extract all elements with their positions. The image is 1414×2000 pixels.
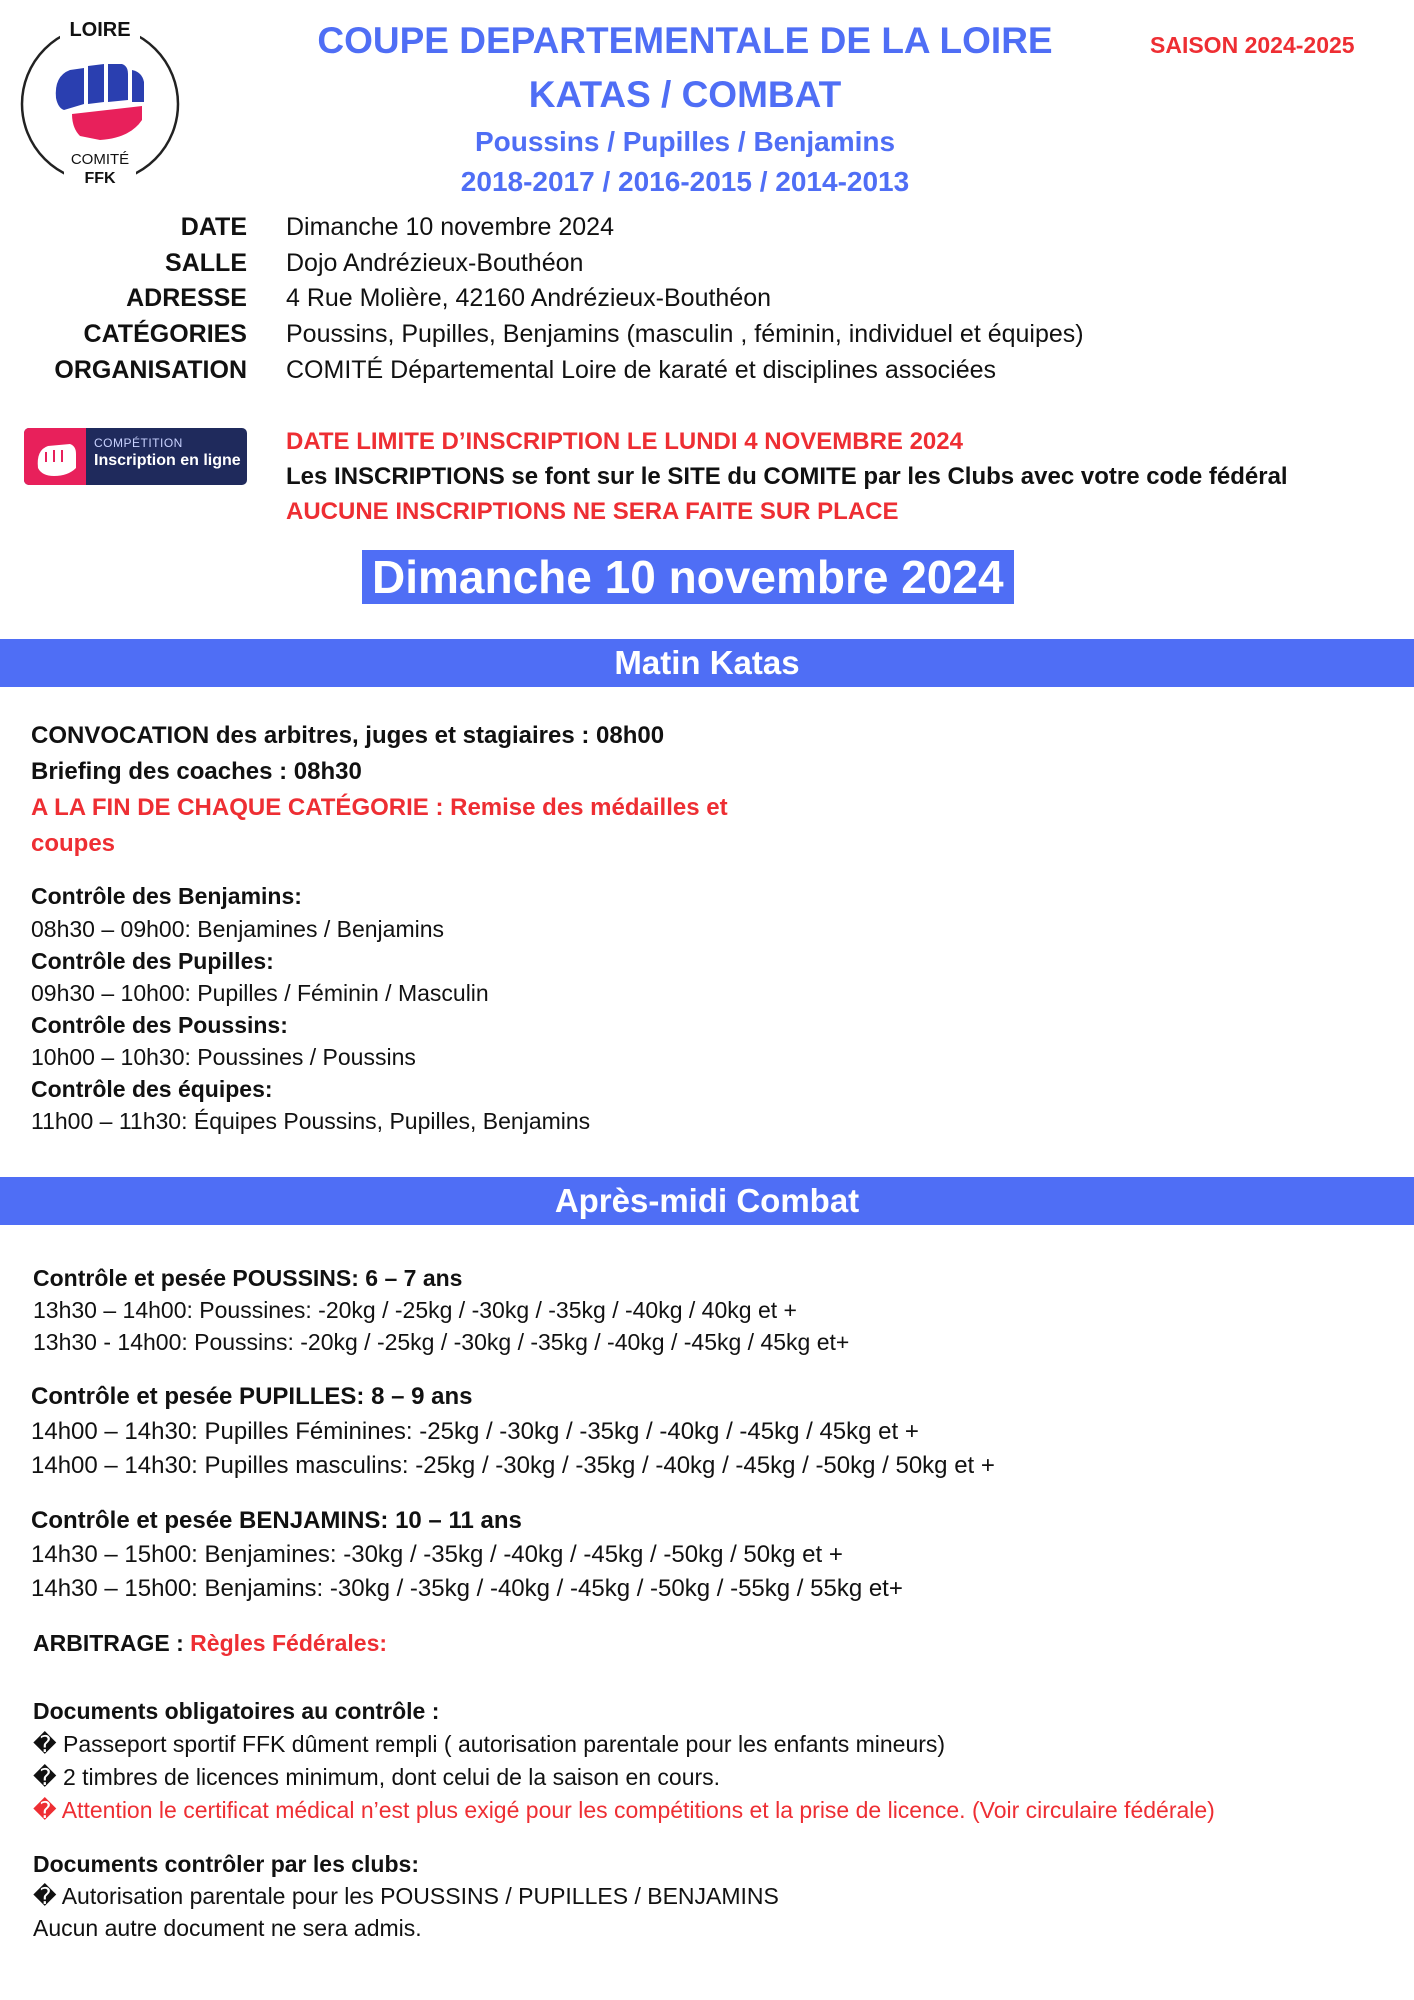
info-value-adresse: 4 Rue Molière, 42160 Andrézieux-Bouthéon bbox=[286, 284, 772, 312]
weighin-line: 13h30 - 14h00: Poussins: -20kg / -25kg / -30kg / -35kg / -40kg / -45kg / 45kg et+ bbox=[33, 1329, 850, 1355]
weighin-title: Contrôle et pesée BENJAMINS: 10 – 11 ans bbox=[31, 1507, 522, 1534]
categories-line: Poussins / Pupilles / Benjamins bbox=[474, 126, 896, 157]
doc-item: � Passeport sportif FFK dûment rempli ( autorisation parentale pour les enfants mineurs) bbox=[33, 1731, 946, 1757]
registration-deadline: DATE LIMITE D’INSCRIPTION LE LUNDI 4 NOVEMBRE 2024 bbox=[286, 428, 963, 455]
weighin-title: Contrôle et pesée PUPILLES: 8 – 9 ans bbox=[31, 1383, 473, 1410]
fist-icon bbox=[24, 428, 86, 485]
weighin-line: 14h00 – 14h30: Pupilles masculins: -25kg / -30kg / -35kg / -40kg / -45kg / -50kg / 50kg et + bbox=[31, 1452, 995, 1479]
bullet-icon: � bbox=[33, 1883, 57, 1909]
convocation-line: CONVOCATION des arbitres, juges et stagiaires : 08h00 bbox=[31, 722, 665, 749]
control-detail: 09h30 – 10h00: Pupilles / Féminin / Masculin bbox=[31, 980, 489, 1006]
medals-line: A LA FIN DE CHAQUE CATÉGORIE : Remise des médailles et bbox=[31, 794, 728, 821]
years-line: 2018-2017 / 2016-2015 / 2014-2013 bbox=[460, 166, 910, 197]
weighin-line: 14h00 – 14h30: Pupilles Féminines: -25kg / -30kg / -35kg / -40kg / -45kg / 45kg et + bbox=[31, 1418, 919, 1445]
badge-line1: COMPÉTITION bbox=[94, 436, 183, 450]
logo-bottom-text2: FFK bbox=[84, 170, 116, 187]
control-detail: 08h30 – 09h00: Benjamines / Benjamins bbox=[31, 916, 445, 942]
bullet-icon: � bbox=[33, 1764, 57, 1790]
control-title: Contrôle des équipes: bbox=[31, 1076, 273, 1102]
arbitrage-value: Règles Fédérales: bbox=[190, 1630, 388, 1656]
info-label-adresse: ADRESSE bbox=[126, 284, 247, 312]
comite-loire-logo bbox=[20, 6, 180, 188]
docs-title: Documents obligatoires au contrôle : bbox=[33, 1698, 440, 1724]
control-detail: 11h00 – 11h30: Équipes Poussins, Pupilles, Benjamins bbox=[31, 1108, 591, 1134]
arbitrage-label: ARBITRAGE : bbox=[33, 1630, 184, 1656]
control-title: Contrôle des Pupilles: bbox=[31, 948, 274, 974]
event-date-banner: Dimanche 10 novembre 2024 bbox=[362, 550, 1014, 604]
no-onsite-registration: AUCUNE INSCRIPTIONS NE SERA FAITE SUR PLACE bbox=[286, 498, 899, 525]
section-bar-afternoon: Après-midi Combat bbox=[0, 1177, 1414, 1225]
weighin-line: 14h30 – 15h00: Benjamins: -30kg / -35kg / -40kg / -45kg / -50kg / -55kg / 55kg et+ bbox=[31, 1575, 903, 1602]
weighin-line: 13h30 – 14h00: Poussines: -20kg / -25kg / -30kg / -35kg / -40kg / 40kg et + bbox=[33, 1297, 797, 1323]
closing-line: Aucun autre document ne sera admis. bbox=[33, 1915, 422, 1941]
club-doc-item: � Autorisation parentale pour les POUSSINS / PUPILLES / BENJAMINS bbox=[33, 1883, 779, 1909]
logo-top-text: LOIRE bbox=[69, 19, 131, 41]
info-value-categories: Poussins, Pupilles, Benjamins (masculin , féminin, individuel et équipes) bbox=[286, 320, 1084, 348]
badge-line2: Inscription en ligne bbox=[94, 452, 241, 469]
doc-item: � 2 timbres de licences minimum, dont celui de la saison en cours. bbox=[33, 1764, 721, 1790]
bullet-icon: � bbox=[33, 1731, 57, 1757]
info-label-salle: SALLE bbox=[165, 249, 247, 277]
info-value-date: Dimanche 10 novembre 2024 bbox=[286, 213, 614, 241]
bullet-icon: � bbox=[33, 1797, 57, 1823]
arbitrage-line bbox=[33, 1630, 387, 1657]
registration-instructions: Les INSCRIPTIONS se font sur le SITE du COMITE par les Clubs avec votre code fédéral bbox=[286, 463, 1288, 490]
info-label-categories: CATÉGORIES bbox=[83, 320, 247, 348]
info-value-salle: Dojo Andrézieux-Bouthéon bbox=[286, 249, 584, 277]
online-registration-badge[interactable] bbox=[24, 428, 247, 485]
page-subtitle: KATAS / COMBAT bbox=[528, 74, 842, 115]
medals-line-cont: coupes bbox=[31, 830, 116, 857]
info-label-organisation: ORGANISATION bbox=[54, 356, 247, 384]
club-docs-title: Documents contrôler par les clubs: bbox=[33, 1851, 419, 1877]
section-bar-morning: Matin Katas bbox=[0, 639, 1414, 687]
page-title: COUPE DEPARTEMENTALE DE LA LOIRE bbox=[317, 20, 1053, 61]
logo-bottom-text1: COMITÉ bbox=[70, 151, 130, 168]
weighin-line: 14h30 – 15h00: Benjamines: -30kg / -35kg / -40kg / -45kg / -50kg / 50kg et + bbox=[31, 1541, 843, 1568]
season-label: SAISON 2024-2025 bbox=[1150, 32, 1355, 58]
control-title: Contrôle des Benjamins: bbox=[31, 883, 302, 909]
doc-item-warning: � Attention le certificat médical n’est plus exigé pour les compétitions et la prise de licence. (Voir circulaire fédérale) bbox=[33, 1797, 1215, 1823]
info-value-organisation: COMITÉ Départemental Loire de karaté et disciplines associées bbox=[286, 356, 997, 384]
info-label-date: DATE bbox=[180, 213, 247, 241]
control-title: Contrôle des Poussins: bbox=[31, 1012, 288, 1038]
briefing-line: Briefing des coaches : 08h30 bbox=[31, 758, 362, 785]
weighin-title: Contrôle et pesée POUSSINS: 6 – 7 ans bbox=[33, 1265, 463, 1291]
control-detail: 10h00 – 10h30: Poussines / Poussins bbox=[31, 1044, 416, 1070]
